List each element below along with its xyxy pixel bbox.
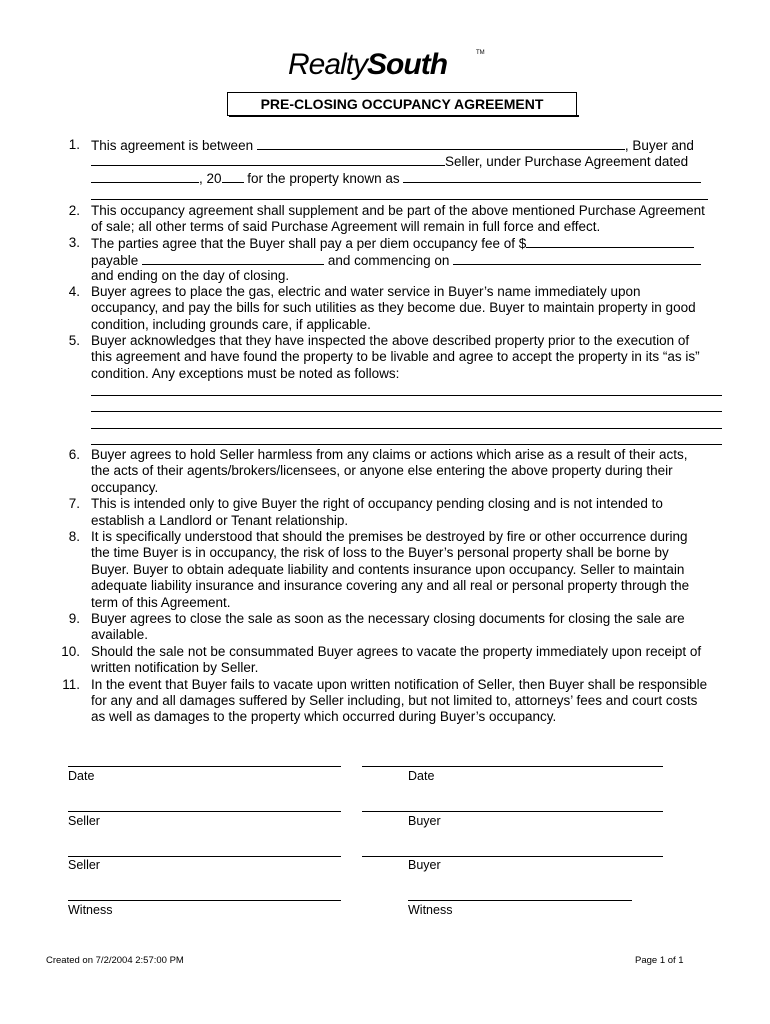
date-right-signature-line[interactable] — [362, 766, 663, 767]
logo-text-south: South — [367, 48, 448, 81]
clause-1-line-3 — [91, 170, 701, 187]
buyer-1-signature-line[interactable] — [362, 811, 663, 812]
clause-1-text-e: for the property known as — [247, 171, 400, 186]
property-address-field-line-2[interactable] — [91, 199, 708, 200]
agreement-date-field[interactable] — [91, 170, 199, 183]
clause-3-text-a: The parties agree that the Buyer shall pay a per diem occupancy fee of $ — [91, 236, 527, 251]
agreement-year-field[interactable] — [222, 170, 244, 183]
payable-terms-field[interactable] — [142, 252, 324, 265]
commencing-date-field[interactable] — [453, 252, 701, 265]
clause-6-line-3: occupancy. — [91, 480, 159, 495]
occupancy-fee-field[interactable] — [526, 235, 694, 248]
clause-4-line-3: condition, including grounds care, if applicable. — [91, 317, 371, 332]
clause-6-number: 6. — [68, 447, 80, 462]
logo-text-realty: Realty — [288, 48, 368, 81]
document-title: PRE-CLOSING OCCUPANCY AGREEMENT — [227, 92, 577, 116]
clause-8-line-5: term of this Agreement. — [91, 595, 231, 610]
clause-8-number: 8. — [68, 529, 80, 544]
buyer-name-field[interactable] — [257, 137, 625, 150]
clause-11-line-2: for any and all damages suffered by Seller including, but not limited to, attorneys’ fees and court costs — [91, 693, 698, 708]
clause-7-line-1: This is intended only to give Buyer the right of occupancy pending closing and is not intended to — [91, 496, 663, 511]
trademark-mark: TM — [476, 50, 485, 56]
exceptions-field-line-1[interactable] — [91, 395, 722, 396]
seller-name-field[interactable] — [91, 153, 445, 166]
seller-1-label: Seller — [68, 814, 100, 828]
clause-1-text-b: , Buyer and — [624, 138, 694, 153]
clause-4-number: 4. — [68, 284, 80, 299]
clause-5-line-3: condition. Any exceptions must be noted as follows: — [91, 366, 400, 381]
page-number: Page 1 of 1 — [635, 955, 684, 966]
clause-11-number: 11. — [62, 677, 80, 692]
clause-8-line-2: the time Buyer is in occupancy, the risk of loss to the Buyer’s personal property shall be borne by — [91, 545, 669, 560]
clause-6-line-1: Buyer agrees to hold Seller harmless from any claims or actions which arise as a result of their acts, — [91, 447, 688, 462]
clause-8-line-1: It is specifically understood that should the premises be destroyed by fire or other occurrence during — [91, 529, 688, 544]
clause-8-line-4: adequate liability insurance and insurance covering any and all real or personal property through the — [91, 578, 690, 593]
clause-1-text-d: , 20 — [199, 171, 222, 186]
clause-10-line-2: written notification by Seller. — [91, 660, 259, 675]
clause-1-number: 1. — [68, 137, 80, 152]
clause-3-text-b: payable — [91, 253, 139, 268]
clause-7-number: 7. — [68, 496, 80, 511]
clause-1-text-a: This agreement is between — [91, 138, 254, 153]
clause-5-line-1: Buyer acknowledges that they have inspected the above described property prior to the execution of — [91, 333, 690, 348]
clause-1-line-2 — [91, 153, 688, 170]
clause-3-line-1 — [91, 235, 694, 252]
clause-3-line-2 — [91, 252, 701, 269]
exceptions-field-line-4[interactable] — [91, 444, 722, 445]
clause-5-line-2: this agreement and have found the property to be livable and agree to accept the property in its “as is” — [91, 349, 700, 364]
clause-6-line-2: the acts of their agents/brokers/licensees, or anyone else entering the above property during their — [91, 463, 673, 478]
clause-1-text-c: Seller, under Purchase Agreement dated — [445, 154, 689, 169]
clause-8-line-3: Buyer. Buyer to obtain adequate liability and contents insurance upon occupancy. Seller to maintain — [91, 562, 685, 577]
clause-7-line-2: establish a Landlord or Tenant relationship. — [91, 513, 349, 528]
buyer-2-signature-line[interactable] — [362, 856, 663, 857]
witness-left-label: Witness — [68, 903, 113, 917]
created-timestamp: Created on 7/2/2004 2:57:00 PM — [46, 955, 184, 966]
exceptions-field-line-3[interactable] — [91, 428, 722, 429]
clause-5-number: 5. — [68, 333, 80, 348]
clause-11-line-3: as well as damages to the property which occurred during Buyer’s occupancy. — [91, 709, 557, 724]
clause-4-line-1: Buyer agrees to place the gas, electric and water service in Buyer’s name immediately upon — [91, 284, 641, 299]
seller-1-signature-line[interactable] — [68, 811, 341, 812]
property-address-field[interactable] — [403, 170, 701, 183]
clause-3-number: 3. — [68, 235, 80, 250]
clause-4-line-2: occupancy, and pay the bills for such utilities as they become due. Buyer to maintain property in good — [91, 300, 696, 315]
clause-2-line-1: This occupancy agreement shall supplement and be part of the above mentioned Purchase Agreement — [91, 203, 705, 218]
seller-2-signature-line[interactable] — [68, 856, 341, 857]
clause-2-line-2: of sale; all other terms of said Purchase Agreement will remain in full force and effect. — [91, 219, 601, 234]
clause-10-line-1: Should the sale not be consummated Buyer agrees to vacate the property immediately upon receipt of — [91, 644, 702, 659]
date-right-label: Date — [408, 769, 435, 783]
date-left-signature-line[interactable] — [68, 766, 341, 767]
buyer-1-label: Buyer — [408, 814, 441, 828]
clause-2-number: 2. — [68, 203, 80, 218]
clause-10-number: 10. — [61, 644, 80, 659]
witness-left-signature-line[interactable] — [68, 900, 341, 901]
exceptions-field-line-2[interactable] — [91, 411, 722, 412]
clause-3-line-3: and ending on the day of closing. — [91, 268, 290, 283]
witness-right-label: Witness — [408, 903, 453, 917]
clause-9-line-1: Buyer agrees to close the sale as soon as the necessary closing documents for closing the sale are — [91, 611, 685, 626]
date-left-label: Date — [68, 769, 95, 783]
clause-9-number: 9. — [68, 611, 80, 626]
buyer-2-label: Buyer — [408, 858, 441, 872]
clause-9-line-2: available. — [91, 627, 149, 642]
witness-right-signature-line[interactable] — [408, 900, 632, 901]
clause-3-text-c: and commencing on — [327, 253, 450, 268]
clause-1-line-1 — [91, 137, 694, 154]
clause-11-line-1: In the event that Buyer fails to vacate upon written notification of Seller, then Buyer shall be responsible — [91, 677, 708, 692]
seller-2-label: Seller — [68, 858, 100, 872]
